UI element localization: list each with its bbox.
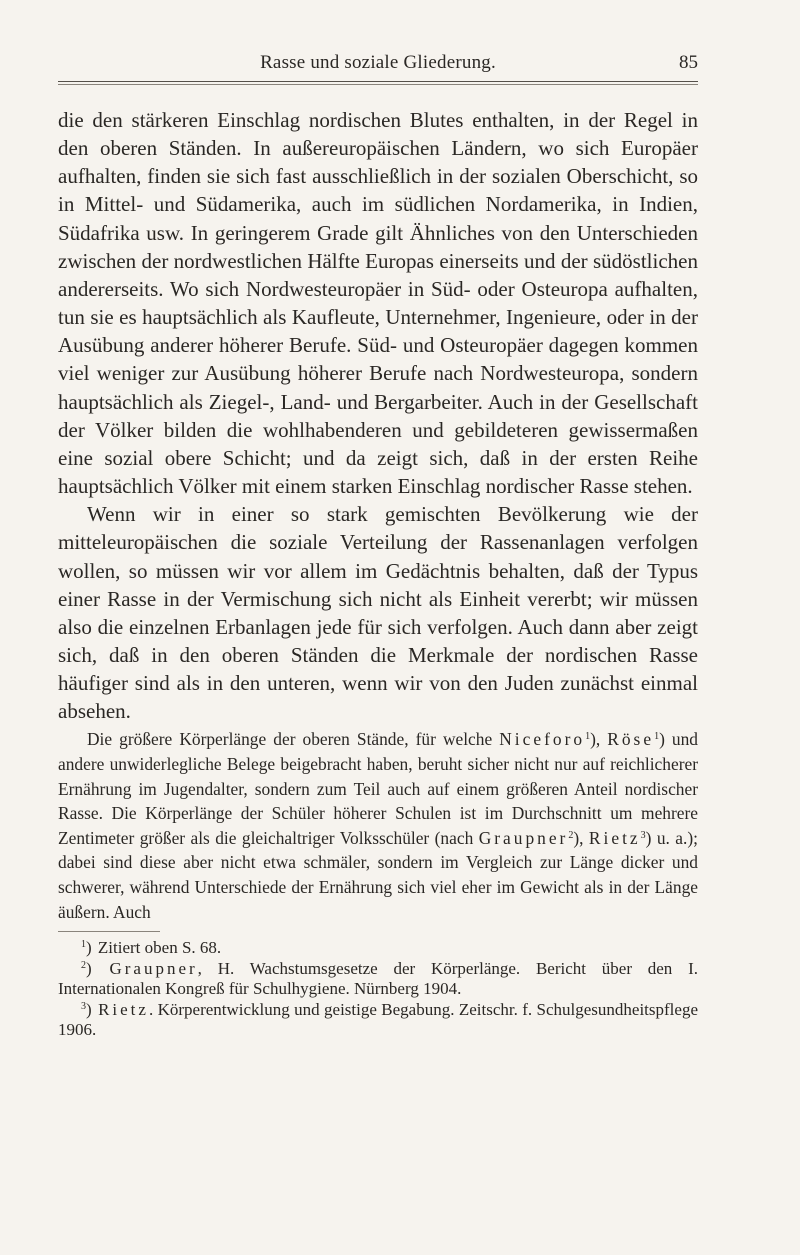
footnote-mark: 2 [81, 959, 86, 971]
footnote-text: Zitiert oben S. 68. [97, 938, 222, 958]
footnote-ref: 1 [654, 731, 660, 743]
footnote-1: $^1$) Zitiert oben S. 68. [81, 938, 222, 958]
footnote-mark: 3 [81, 1000, 86, 1012]
footnotes [58, 938, 698, 1041]
small-text-segment: und andere unwiderlegliche Belege beigebracht haben, beruht sicher nicht nur auf reichlicherer Ernährung im Jugendalter, sondern zum Teil auch auf einem größeren Anteil nordischer Rasse. Die Körperlänge der Schüler höherer Schulen ist im Durchschnitt um mehrere Zentimeter größer als die gleichaltriger Volksschüler (nach [58, 729, 698, 848]
running-header [58, 52, 698, 80]
footnote-ref: 2 [568, 829, 574, 841]
small-text-segment: Die größere Körperlänge der oberen Stände, für welche [87, 729, 500, 750]
footnote-ref: 3 [640, 829, 646, 841]
main-text [58, 106, 698, 725]
paragraph-continuation: die den stärkeren Einschlag nordischen Blutes enthalten, in der Regel in den oberen Ständen. In außereuropäischen Ländern, wo sich Europäer aufhalten, finden sie sich fast ausschließlich in der sozialen Oberschicht, so in Mittel- und Südamerika, auch im südlichen Nordamerika, in Indien, Südafrika usw. In geringerem Grade gilt Ähnliches von den Unterschieden zwischen der nordwestlichen Hälfte Europas einerseits und der südöstlichen andererseits. Wo sich Nordwesteuropäer in Süd- oder Osteuropa aufhalten, tun sie es hauptsächlich als Kaufleute, Unternehmer, Ingenieure, oder in der Ausübung anderer höherer Berufe. Süd- und Osteuropäer dagegen kommen viel weniger zur Ausübung höherer Berufe nach Nordwesteuropa, sondern hauptsächlich als Ziegel-, Land- und Bergarbeiter. Auch in der Gesellschaft der Völker bilden die wohlhabenderen und gebildeteren gewissermaßen eine sozial obere Schicht; und da zeigt sich, daß in der ersten Reihe hauptsächlich Völker mit einem starken Einschlag nordischer Rasse stehen. [58, 108, 698, 499]
small-print-paragraph: Die größere Körperlänge der oberen Stände, für welche Niceforo$^1$), Röse$^1$) und andere unwiderlegliche Belege beigebracht haben, beruht sicher nicht nur auf reichlicherer Ernährung im Jugendalter, sondern zum Teil auch auf einem größeren Anteil nordischer Rasse. Die Körperlänge der Schüler höherer Schulen ist im Durchschnitt um mehrere Zentimeter größer als die gleichaltriger Volksschüler (nach Graupner$^2$), Rietz$^3$) u. a.); dabei sind diese aber nicht etwa schmäler, sondern im Vergleich zur Länge dicker und schwerer, während Unterschiede der Ernährung sich viel eher im Gewicht als in der Länge äußern. Auch [58, 729, 698, 922]
running-title: Rasse und soziale Gliederung. [260, 52, 496, 73]
small-text-segment: , [595, 729, 608, 750]
footnote-text: , H. Wachstumsgesetze der Körperlänge. Bericht über den I. Internationalen Kongreß für Schulhygiene. Nürnberg 1904. [58, 958, 699, 999]
author-graupner: Graupner [478, 827, 569, 848]
footnote-ref: 1 [585, 731, 591, 743]
footnote-text: . Körperentwicklung und geistige Begabung. Zeitschr. f. Schulgesundheitspflege 1906. [58, 999, 698, 1040]
small-text-segment: , [579, 827, 589, 848]
footnote-2: $^2$) Graupner, H. Wachstumsgesetze der Körperlänge. Bericht über den I. Internationalen Kongreß für Schulhygiene. Nürnberg 1904. [58, 958, 699, 999]
header-rule-secondary [58, 84, 698, 85]
footnote-author: Rietz [98, 999, 149, 1019]
paragraph-mixed-population: Wenn wir in einer so stark gemischten Bevölkerung wie der mitteleuropäischen die soziale Verteilung der Rassenanlagen verfolgen wollen, so müssen wir vor allem im Gedächtnis behalten, daß der Typus einer Rasse in der Vermischung sich nicht als Einheit vererbt; wir müssen also die einzelnen Erbanlagen jede für sich verfolgen. Auch dann aber zeigt sich, daß in den oberen Ständen die Merkmale der nordischen Rasse häufiger sind als in den unteren, wenn wir von den Juden zunächst einmal absehen. [58, 502, 698, 724]
author-roese: Röse [607, 729, 655, 750]
footnote-author: Graupner [109, 958, 198, 978]
page-number: 85 [679, 52, 698, 73]
footnote-divider [58, 931, 160, 932]
footnote-3: $^3$) Rietz. Körperentwicklung und geistige Begabung. Zeitschr. f. Schulgesundheitspflege 1906. [58, 999, 698, 1040]
header-rule [58, 81, 698, 82]
footnote-mark: 1 [81, 939, 86, 951]
book-page [58, 52, 698, 1041]
author-niceforo: Niceforo [499, 729, 586, 750]
small-text-segment: u. a.); dabei sind diese aber nicht etwa schmäler, sondern im Vergleich zur Länge dicker und schwerer, während Unterschiede der Ernährung sich viel eher im Gewicht als in der Länge äußern. Auch [58, 827, 698, 922]
author-rietz: Rietz [588, 827, 641, 848]
